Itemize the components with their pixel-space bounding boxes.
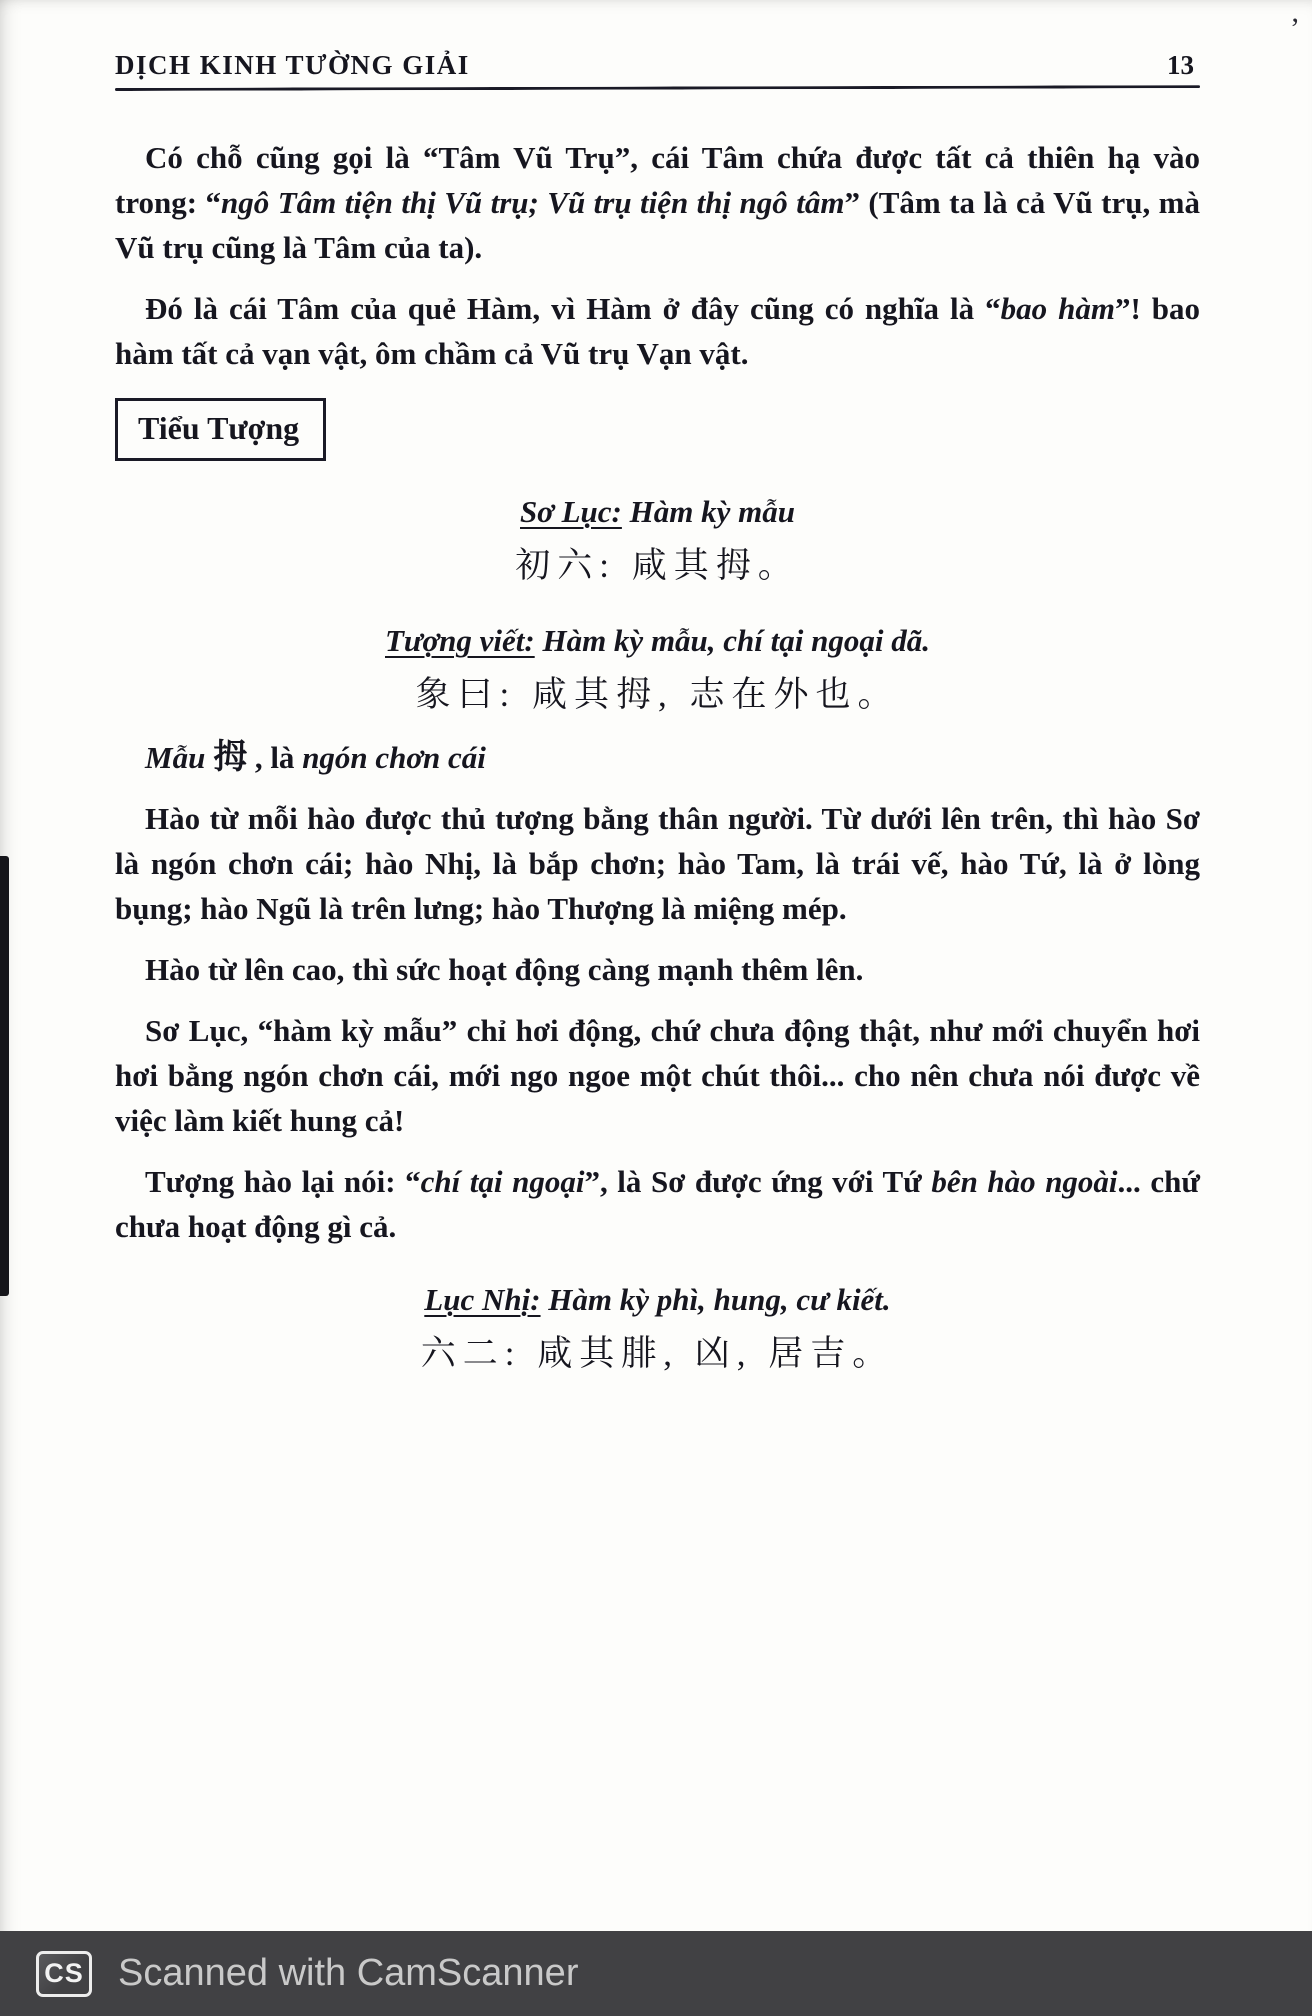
- centered-caption-line: [115, 618, 1200, 663]
- running-title: DỊCH KINH TƯỜNG GIẢI: [115, 50, 470, 80]
- text-run: ”, là Sơ được ứng với Tứ: [584, 1164, 932, 1199]
- header-rule: [115, 85, 1200, 91]
- text-run: Lục Nhị:: [424, 1282, 541, 1317]
- camscanner-watermark-text: Scanned with CamScanner: [118, 1952, 579, 1994]
- document-body: [115, 135, 1200, 1378]
- text-run: Tượng viết:: [385, 623, 535, 658]
- paragraph: [115, 1159, 1200, 1249]
- text-run: Tượng hào lại nói: “: [145, 1164, 421, 1199]
- scan-artifact-line: [0, 856, 9, 1296]
- paragraph: [115, 286, 1200, 376]
- text-run: Có chỗ cũng gọi là “Tâm Vũ Trụ”, cái Tâm chứa được tất cả thiên hạ vào trong: “: [115, 140, 1200, 220]
- text-run: Hào từ lên cao, thì sức hoạt động càng mạnh thêm lên.: [145, 952, 864, 987]
- text-run: ngón chơn cái: [302, 740, 486, 775]
- camscanner-watermark-bar: [0, 1931, 1312, 2016]
- text-run: bao hàm: [1000, 291, 1115, 326]
- text-run: Hàm kỳ mẫu, chí tại ngoại dã.: [534, 623, 930, 658]
- text-run: chí tại ngoại: [420, 1164, 585, 1199]
- text-run: ... chứ chưa hoạt động gì cả.: [115, 1164, 1200, 1244]
- scan-speck: ’: [1290, 12, 1300, 45]
- text-run: ”! bao hàm tất cả vạn vật, ôm chầm cả Vũ trụ Vạn vật.: [115, 291, 1200, 371]
- text-run: Sơ Lục:: [520, 494, 622, 529]
- page-header: [115, 50, 1200, 81]
- paragraph: [115, 1008, 1200, 1143]
- text-run: 拇: [213, 739, 248, 776]
- paragraph: [115, 947, 1200, 992]
- section-heading-box: Tiểu Tượng: [115, 398, 326, 461]
- centered-caption-line: [115, 1277, 1200, 1322]
- paragraph: [115, 135, 1200, 270]
- text-run: ” (Tâm ta là cả Vũ trụ, mà Vũ trụ cũng là Tâm của ta).: [115, 185, 1201, 265]
- text-run: Hàm kỳ phì, hung, cư kiết.: [540, 1282, 891, 1317]
- paragraph: [115, 796, 1200, 931]
- text-run: Sơ Lục, “hàm kỳ mẫu” chỉ hơi động, chứ chưa động thật, như mới chuyển hơi hơi bằng ngón chơn cái, mới ngo ngoe một chút thôi... cho nên chưa nói được về việc làm kiết hung cả!: [115, 1013, 1200, 1138]
- text-run: bên hào ngoài: [931, 1164, 1118, 1199]
- text-run: , là: [247, 740, 303, 775]
- text-run: ngô Tâm tiện thị Vũ trụ; Vũ trụ tiện thị ngô tâm: [221, 185, 845, 220]
- centered-caption-line: [115, 489, 1200, 534]
- text-run: Mẫu: [145, 740, 214, 775]
- han-text-line: 初六: 咸其拇。: [515, 546, 800, 585]
- text-run: Hàm kỳ mẫu: [621, 494, 795, 529]
- page-number: 13: [1167, 50, 1194, 80]
- han-text-line: 象曰: 咸其拇, 志在外也。: [415, 675, 900, 714]
- camscanner-logo: CS: [36, 1951, 92, 1997]
- paragraph: [115, 735, 1200, 780]
- text-run: Đó là cái Tâm của quẻ Hàm, vì Hàm ở đây cũng có nghĩa là “: [145, 291, 1001, 326]
- section-heading-row: [115, 398, 1200, 461]
- text-run: Hào từ mỗi hào được thủ tượng bằng thân người. Từ dưới lên trên, thì hào Sơ là ngón chơn cái; hào Nhị, là bắp chơn; hào Tam, là trái vế, hào Tứ, là ở lòng bụng; hào Ngũ là trên lưng; hào Thượng là miệng mép.: [115, 801, 1200, 926]
- han-text-line: 六二: 咸其腓, 凶, 居吉。: [420, 1334, 895, 1373]
